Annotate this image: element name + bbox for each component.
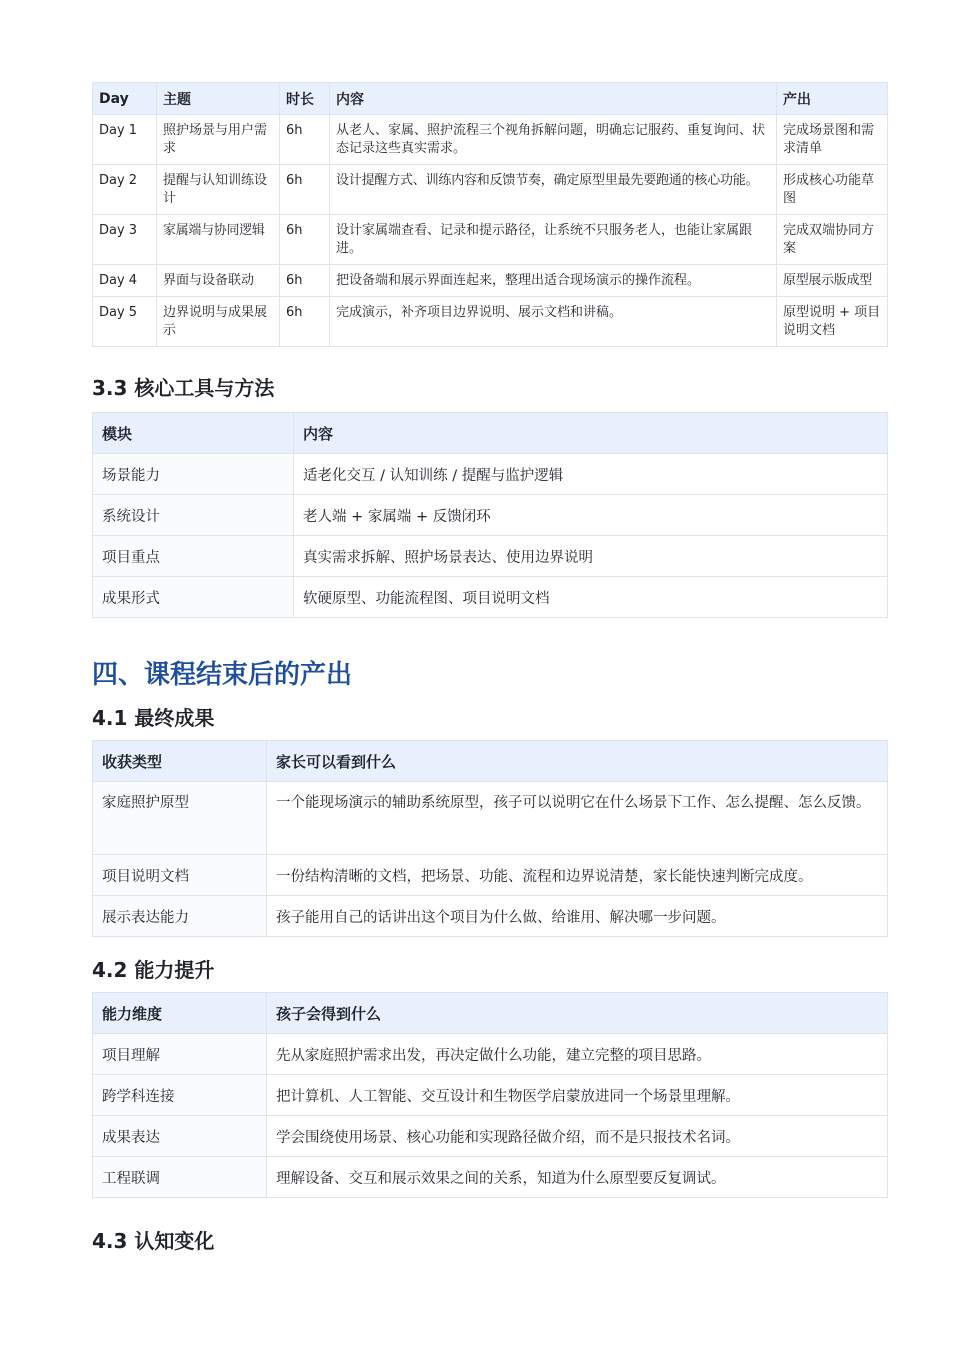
abilities-table-block: [92, 992, 888, 1198]
table-row: [93, 297, 888, 347]
header-cell: 孩子会得到什么: [267, 993, 888, 1034]
header-cell: 能力维度: [93, 993, 267, 1034]
cell-output: 原型展示版成型: [777, 265, 888, 297]
table-row: [93, 1075, 888, 1116]
cell-output: 完成场景图和需求清单: [777, 115, 888, 165]
table-row: [93, 1116, 888, 1157]
header-cell: 内容: [330, 83, 777, 115]
abilities-table: [92, 992, 888, 1198]
cell-day: Day 5: [93, 297, 157, 347]
cell-topic: 界面与设备联动: [157, 265, 280, 297]
abilities-header-row: [93, 993, 888, 1034]
section-heading-4-2: 4.2 能力提升: [92, 958, 215, 982]
cell-description: 孩子能用自己的话讲出这个项目为什么做、给谁用、解决哪一步问题。: [267, 896, 888, 937]
table-row: [93, 896, 888, 937]
cell-topic: 提醒与认知训练设计: [157, 165, 280, 215]
cell-duration: 6h: [280, 115, 330, 165]
table-row: [93, 215, 888, 265]
schedule-table: [92, 82, 888, 347]
table-row: [93, 265, 888, 297]
cell-day: Day 4: [93, 265, 157, 297]
cell-content: 老人端 + 家属端 + 反馈闭环: [294, 495, 888, 536]
cell-module: 项目重点: [93, 536, 294, 577]
cell-description: 一个能现场演示的辅助系统原型，孩子可以说明它在什么场景下工作、怎么提醒、怎么反馈。: [267, 782, 888, 855]
cell-type: 项目说明文档: [93, 855, 267, 896]
table-row: [93, 115, 888, 165]
section-heading-3-3: 3.3 核心工具与方法: [92, 376, 275, 400]
table-row: [93, 454, 888, 495]
cell-description: 一份结构清晰的文档，把场景、功能、流程和边界说清楚，家长能快速判断完成度。: [267, 855, 888, 896]
cell-output: 形成核心功能草图: [777, 165, 888, 215]
results-table-block: [92, 740, 888, 937]
cell-module: 系统设计: [93, 495, 294, 536]
cell-duration: 6h: [280, 297, 330, 347]
header-cell: 产出: [777, 83, 888, 115]
cell-duration: 6h: [280, 215, 330, 265]
cell-day: Day 1: [93, 115, 157, 165]
cell-content: 软硬原型、功能流程图、项目说明文档: [294, 577, 888, 618]
section-heading-4-1: 4.1 最终成果: [92, 706, 215, 730]
table-row: [93, 495, 888, 536]
cell-content: 设计提醒方式、训练内容和反馈节奏，确定原型里最先要跑通的核心功能。: [330, 165, 777, 215]
header-cell: 模块: [93, 413, 294, 454]
header-cell: 主题: [157, 83, 280, 115]
cell-dimension: 项目理解: [93, 1034, 267, 1075]
cell-output: 原型说明 + 项目说明文档: [777, 297, 888, 347]
table-row: [93, 577, 888, 618]
cell-topic: 边界说明与成果展示: [157, 297, 280, 347]
table-row: [93, 782, 888, 855]
cell-type: 展示表达能力: [93, 896, 267, 937]
tools-table: [92, 412, 888, 618]
cell-day: Day 3: [93, 215, 157, 265]
header-cell: 家长可以看到什么: [267, 741, 888, 782]
cell-type: 家庭照护原型: [93, 782, 267, 855]
cell-content: 从老人、家属、照护流程三个视角拆解问题，明确忘记服药、重复询问、状态记录这些真实需求。: [330, 115, 777, 165]
table-row: [93, 536, 888, 577]
header-cell: 收获类型: [93, 741, 267, 782]
table-row: [93, 1034, 888, 1075]
cell-dimension: 工程联调: [93, 1157, 267, 1198]
cell-content: 真实需求拆解、照护场景表达、使用边界说明: [294, 536, 888, 577]
cell-module: 成果形式: [93, 577, 294, 618]
header-cell: 内容: [294, 413, 888, 454]
cell-content: 完成演示，补齐项目边界说明、展示文档和讲稿。: [330, 297, 777, 347]
cell-module: 场景能力: [93, 454, 294, 495]
cell-description: 把计算机、人工智能、交互设计和生物医学启蒙放进同一个场景里理解。: [267, 1075, 888, 1116]
table-row: [93, 165, 888, 215]
cell-description: 理解设备、交互和展示效果之间的关系，知道为什么原型要反复调试。: [267, 1157, 888, 1198]
cell-day: Day 2: [93, 165, 157, 215]
table-row: [93, 1157, 888, 1198]
results-table: [92, 740, 888, 937]
section-heading-4-3: 4.3 认知变化: [92, 1229, 215, 1253]
cell-duration: 6h: [280, 165, 330, 215]
cell-topic: 照护场景与用户需求: [157, 115, 280, 165]
results-header-row: [93, 741, 888, 782]
section-heading-4: 四、课程结束后的产出: [92, 660, 353, 690]
cell-content: 适老化交互 / 认知训练 / 提醒与监护逻辑: [294, 454, 888, 495]
cell-description: 学会围绕使用场景、核心功能和实现路径做介绍，而不是只报技术名词。: [267, 1116, 888, 1157]
cell-dimension: 成果表达: [93, 1116, 267, 1157]
header-cell: Day: [93, 83, 157, 115]
cell-duration: 6h: [280, 265, 330, 297]
cell-description: 先从家庭照护需求出发，再决定做什么功能，建立完整的项目思路。: [267, 1034, 888, 1075]
schedule-table-block: [92, 82, 888, 347]
tools-table-block: [92, 412, 888, 618]
cell-output: 完成双端协同方案: [777, 215, 888, 265]
schedule-header-row: [93, 83, 888, 115]
cell-topic: 家属端与协同逻辑: [157, 215, 280, 265]
header-cell: 时长: [280, 83, 330, 115]
cell-dimension: 跨学科连接: [93, 1075, 267, 1116]
tools-header-row: [93, 413, 888, 454]
table-row: [93, 855, 888, 896]
cell-content: 设计家属端查看、记录和提示路径，让系统不只服务老人，也能让家属跟进。: [330, 215, 777, 265]
cell-content: 把设备端和展示界面连起来，整理出适合现场演示的操作流程。: [330, 265, 777, 297]
